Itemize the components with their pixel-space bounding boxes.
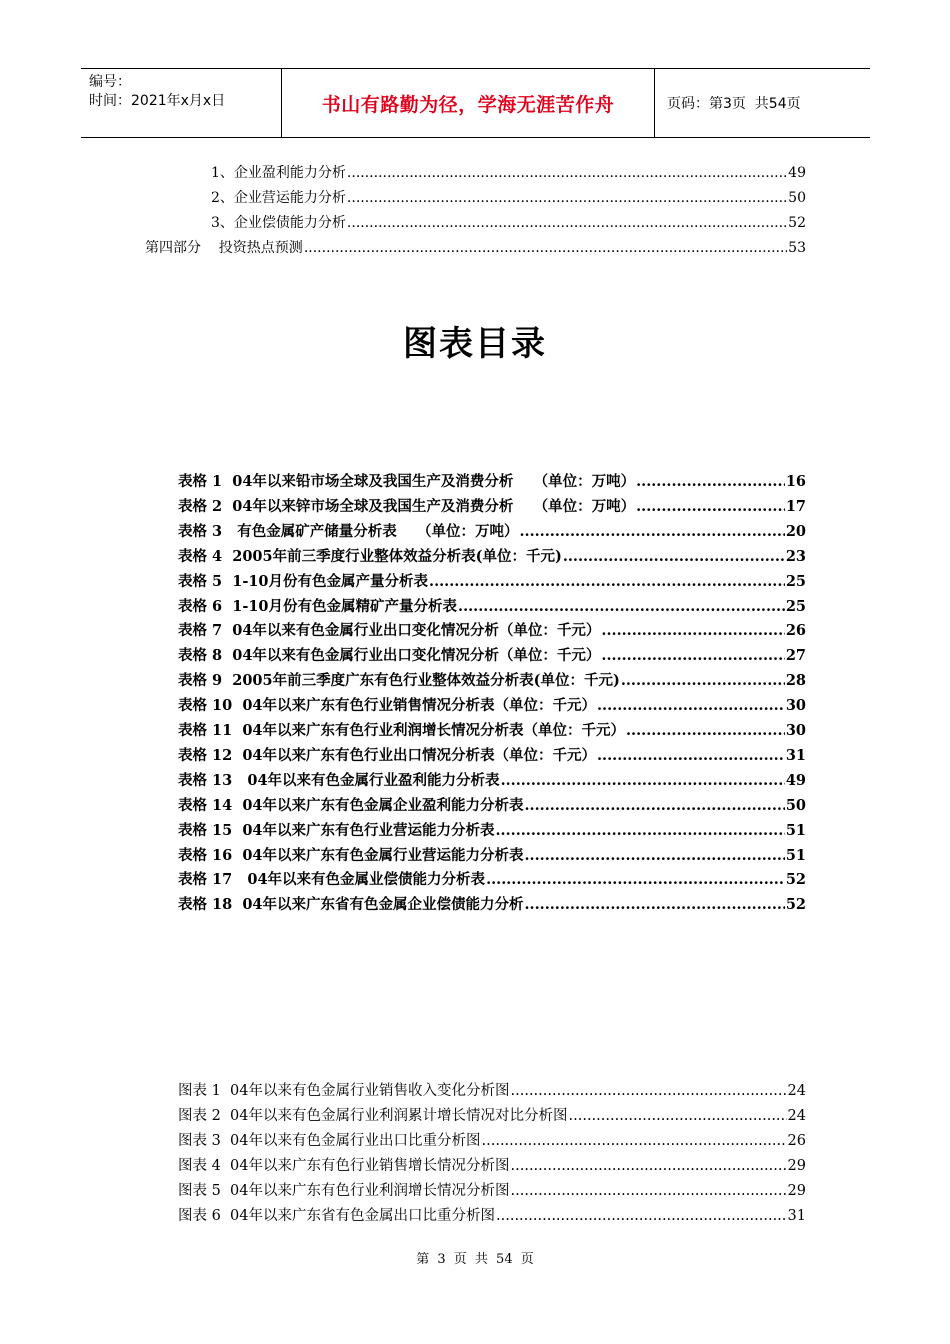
table-entry[interactable] [178,694,806,714]
header-page-code [655,69,870,137]
toc-leader [597,697,785,714]
figure-entry[interactable] [178,1129,806,1149]
figure-entry-label: 图表 2 04年以来有色金属行业利润累计增长情况对比分析图 [178,1107,568,1124]
table-entry-page: 26 [785,622,806,640]
page-header [81,68,870,138]
toc-leader [347,165,787,181]
time-label: 时间：2021年x月x日 [89,93,226,109]
table-entry-label: 表格 9 2005年前三季度广东有色行业整体效益分析表(单位：千元) [178,672,620,690]
table-entry-label: 表格 17 04年以来有色金属业偿债能力分析表 [178,871,486,889]
table-entry-page: 25 [785,572,806,590]
figure-entry[interactable] [178,1154,806,1174]
figure-entry-page: 24 [787,1083,806,1099]
figure-entry-label: 图表 1 04年以来有色金属行业销售收入变化分析图 [178,1083,510,1099]
table-entry-label: 表格 8 04年以来有色金属行业出口变化情况分析（单位：千元） [178,647,601,665]
toc-leader [511,1083,787,1099]
figure-entry-page: 24 [787,1107,806,1124]
table-entry-label: 表格 14 04年以来广东有色金属企业盈利能力分析表 [178,796,524,814]
figure-entry[interactable] [178,1204,806,1224]
table-entry-page: 16 [785,473,806,490]
toc-leader [621,672,785,689]
table-entry-label: 表格 16 04年以来广东有色金属行业营运能力分析表 [178,846,524,864]
toc-leader [496,822,785,839]
section-title: 图表目录 [403,324,547,364]
table-entry[interactable] [178,868,806,888]
toc-leader [597,747,785,764]
table-entry-label: 表格 5 1-10月份有色金属产量分析表 [178,572,429,590]
toc-entry-label: 2、企业营运能力分析 [211,190,346,206]
table-entry-label: 表格 11 04年以来广东有色行业利润增长情况分析表（单位：千元） [178,722,625,739]
toc-entry[interactable] [211,162,806,182]
toc-leader [519,523,784,540]
toc-leader [486,871,785,888]
toc-leader [636,473,785,490]
toc-entry-part[interactable] [145,237,806,257]
toc-leader [429,573,785,590]
toc-leader [482,1133,787,1149]
figure-entry[interactable] [178,1104,806,1124]
toc-leader [511,1183,787,1199]
toc-leader [347,190,787,206]
page-code-text: 页码：第3页 共54页 [667,96,801,112]
header-meta [81,69,282,137]
table-entry-label: 表格 12 04年以来广东有色行业出口情况分析表（单位：千元） [178,746,596,764]
table-entry-page: 25 [785,597,806,615]
toc-leader [525,847,785,864]
figure-entry[interactable] [178,1079,806,1099]
toc-leader [525,896,785,913]
toc-entry-page: 52 [788,215,806,231]
table-entry-label: 表格 4 2005年前三季度行业整体效益分析表(单位：千元) [178,547,562,565]
table-entry[interactable] [178,844,806,864]
table-entry-page: 52 [785,896,806,914]
table-entry-label: 表格 6 1-10月份有色金属精矿产量分析表 [178,597,458,615]
figure-entry-label: 图表 5 04年以来广东有色行业利润增长情况分析图 [178,1182,510,1199]
table-entry[interactable] [178,520,806,540]
table-entry[interactable] [178,470,806,490]
toc-entry-page: 50 [788,190,806,206]
toc-leader [525,797,785,814]
table-entry-label: 表格 2 04年以来锌市场全球及我国生产及消费分析 （单位：万吨） [178,497,636,515]
toc-entry-label: 3、企业偿债能力分析 [211,215,346,231]
table-entry-page: 51 [785,846,806,864]
figure-entry-label: 图表 6 04年以来广东省有色金属出口比重分析图 [178,1207,496,1224]
table-entry-label: 表格 15 04年以来广东有色行业营运能力分析表 [178,821,495,839]
table-entry[interactable] [178,669,806,689]
serial-label: 编号： [89,74,131,90]
toc-leader [601,647,784,664]
table-entry-label: 表格 18 04年以来广东省有色金属企业偿债能力分析 [178,896,524,914]
figure-entry-label: 图表 3 04年以来有色金属行业出口比重分析图 [178,1132,481,1149]
toc-leader [458,598,785,615]
figure-entry-page: 29 [787,1157,806,1174]
table-entry[interactable] [178,595,806,615]
table-entry[interactable] [178,819,806,839]
table-entry-label: 表格 1 04年以来铅市场全球及我国生产及消费分析 （单位：万吨） [178,473,636,490]
table-entry[interactable] [178,570,806,590]
toc-leader [563,548,785,565]
table-entry-page: 50 [785,796,806,814]
toc-leader [496,1208,787,1224]
table-entry-label: 表格 10 04年以来广东有色行业销售情况分析表（单位：千元） [178,697,596,715]
figure-entry-page: 29 [787,1182,806,1199]
table-entry[interactable] [178,719,806,739]
table-entry-page: 17 [785,497,806,515]
toc-entry-page: 53 [788,240,806,256]
figure-entry-label: 图表 4 04年以来广东有色行业销售增长情况分析图 [178,1157,510,1174]
toc-leader [511,1158,787,1174]
toc-leader [569,1108,787,1124]
table-entry[interactable] [178,744,806,764]
header-motto: 书山有路勤为径，学海无涯苦作舟 [282,69,655,137]
toc-entry-page: 49 [788,165,806,181]
table-entry[interactable] [178,794,806,814]
page-footer: 第 3 页 共 54 页 [416,1252,534,1267]
table-entry-page: 23 [785,547,806,565]
table-entry-page: 30 [785,697,806,715]
table-entry-page: 51 [785,821,806,839]
table-entry-page: 20 [785,522,806,540]
toc-entry-label: 1、企业盈利能力分析 [211,165,346,181]
table-entry[interactable] [178,619,806,639]
toc-leader [501,772,785,789]
table-entry-page: 30 [785,722,806,739]
table-entry-label: 表格 13 04年以来有色金属行业盈利能力分析表 [178,771,500,789]
toc-leader [304,240,787,256]
toc-entry-label: 第四部分 投资热点预测 [145,240,303,256]
toc-leader [601,622,784,639]
table-entry-page: 52 [785,871,806,889]
table-entry-page: 28 [785,672,806,690]
table-entry[interactable] [178,545,806,565]
table-entry[interactable] [178,893,806,913]
toc-leader [636,498,785,515]
figure-entry-page: 26 [787,1132,806,1149]
table-entry-label: 表格 3 有色金属矿产储量分析表 （单位：万吨） [178,522,519,540]
table-entry-label: 表格 7 04年以来有色金属行业出口变化情况分析（单位：千元） [178,622,601,640]
table-entry-page: 31 [785,746,806,764]
table-entry[interactable] [178,769,806,789]
toc-entry[interactable] [211,187,806,207]
table-entry-page: 27 [785,647,806,665]
figure-entry[interactable] [178,1179,806,1199]
toc-leader [347,215,787,231]
toc-entry[interactable] [211,212,806,232]
table-entry[interactable] [178,644,806,664]
figure-entry-page: 31 [787,1207,806,1224]
table-entry-page: 49 [785,771,806,789]
toc-leader [626,722,785,739]
table-entry[interactable] [178,495,806,515]
